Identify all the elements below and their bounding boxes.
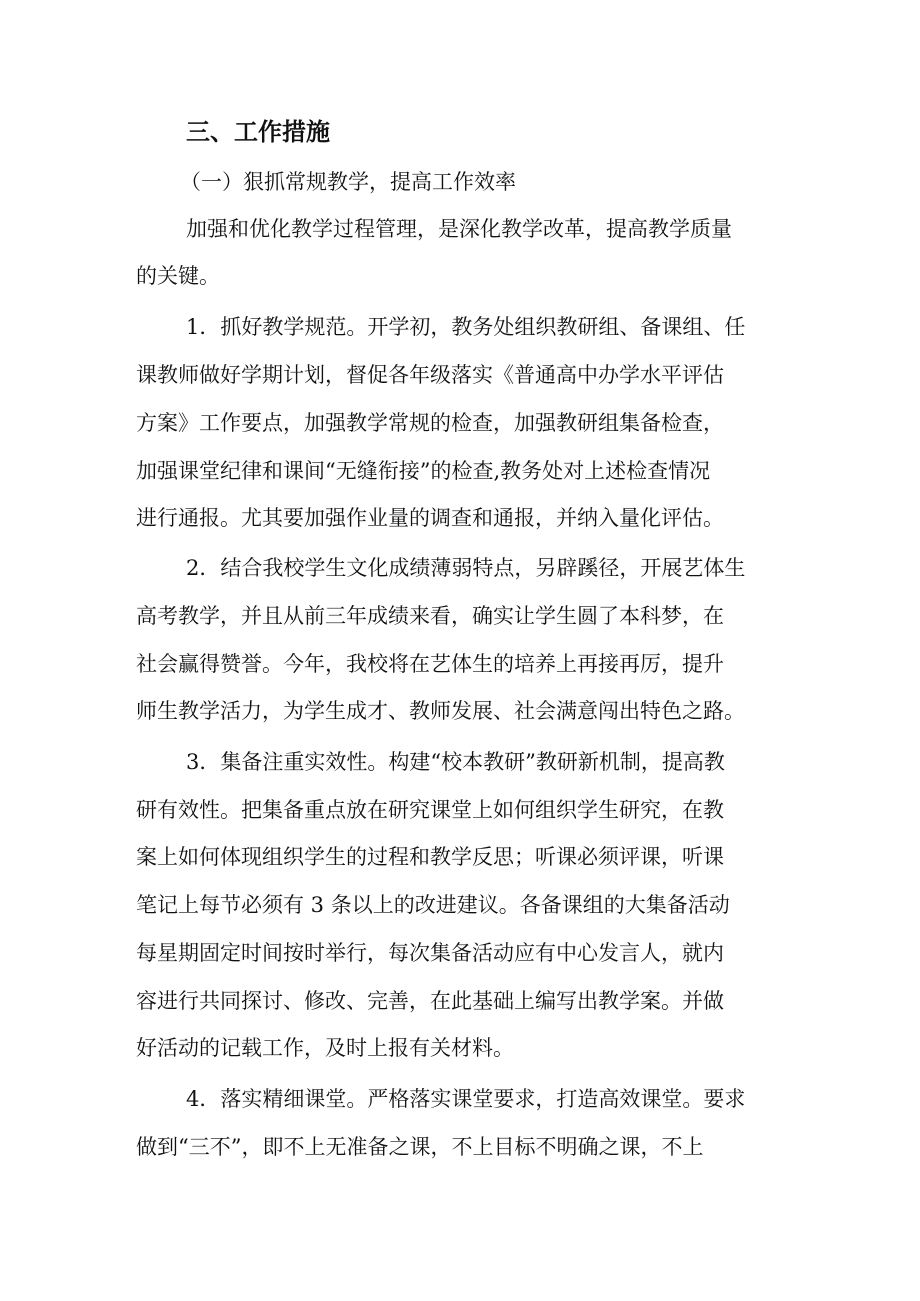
paragraph-line: 课教师做好学期计划，督促各年级落实《普通高中办学水平评估 (136, 363, 724, 387)
paragraph-line: 1．抓好教学规范。开学初，教务处组织教研组、备课组、任 (186, 315, 746, 339)
paragraph-line: 的关键。 (136, 264, 220, 288)
paragraph-line: 做到“三不”，即不上无准备之课，不上目标不明确之课，不上 (136, 1135, 704, 1159)
subsection-heading: （一）狠抓常规教学，提高工作效率 (180, 170, 516, 194)
paragraph-line: 加强和优化教学过程管理，是深化教学改革，提高教学质量 (186, 217, 732, 241)
paragraph-line: 师生教学活力，为学生成才、教师发展、社会满意闯出特色之路。 (136, 699, 745, 723)
paragraph-line: 4．落实精细课堂。严格落实课堂要求，打造高效课堂。要求 (186, 1087, 746, 1111)
paragraph-line: 高考教学，并且从前三年成绩来看，确实让学生圆了本科梦，在 (136, 604, 724, 628)
paragraph-line: 笔记上每节必须有 3 条以上的改进建议。各备课组的大集备活动 (136, 893, 730, 917)
paragraph-line: 方案》工作要点，加强教学常规的检查，加强教研组集备检查， (136, 411, 724, 435)
paragraph-line: 容进行共同探讨、修改、完善，在此基础上编写出教学案。并做 (136, 989, 724, 1013)
paragraph-line: 社会赢得赞誉。今年，我校将在艺体生的培养上再接再厉，提升 (136, 652, 724, 676)
paragraph-line: 进行通报。尤其要加强作业量的调查和通报，并纳入量化评估。 (136, 506, 724, 530)
paragraph-line: 研有效性。把集备重点放在研究课堂上如何组织学生研究，在教 (136, 798, 724, 822)
section-heading: 三、工作措施 (186, 118, 330, 146)
paragraph-line: 3．集备注重实效性。构建“校本教研”教研新机制，提高教 (186, 750, 725, 774)
paragraph-line: 加强课堂纪律和课间“无缝衔接”的检查,教务处对上述检查情况 (136, 459, 711, 483)
paragraph-line: 好活动的记载工作，及时上报有关材料。 (136, 1036, 514, 1060)
paragraph-line: 案上如何体现组织学生的过程和教学反思；听课必须评课，听课 (136, 845, 724, 869)
paragraph-line: 2．结合我校学生文化成绩薄弱特点，另辟蹊径，开展艺体生 (186, 556, 746, 580)
paragraph-line: 每星期固定时间按时举行，每次集备活动应有中心发言人，就内 (136, 941, 724, 965)
